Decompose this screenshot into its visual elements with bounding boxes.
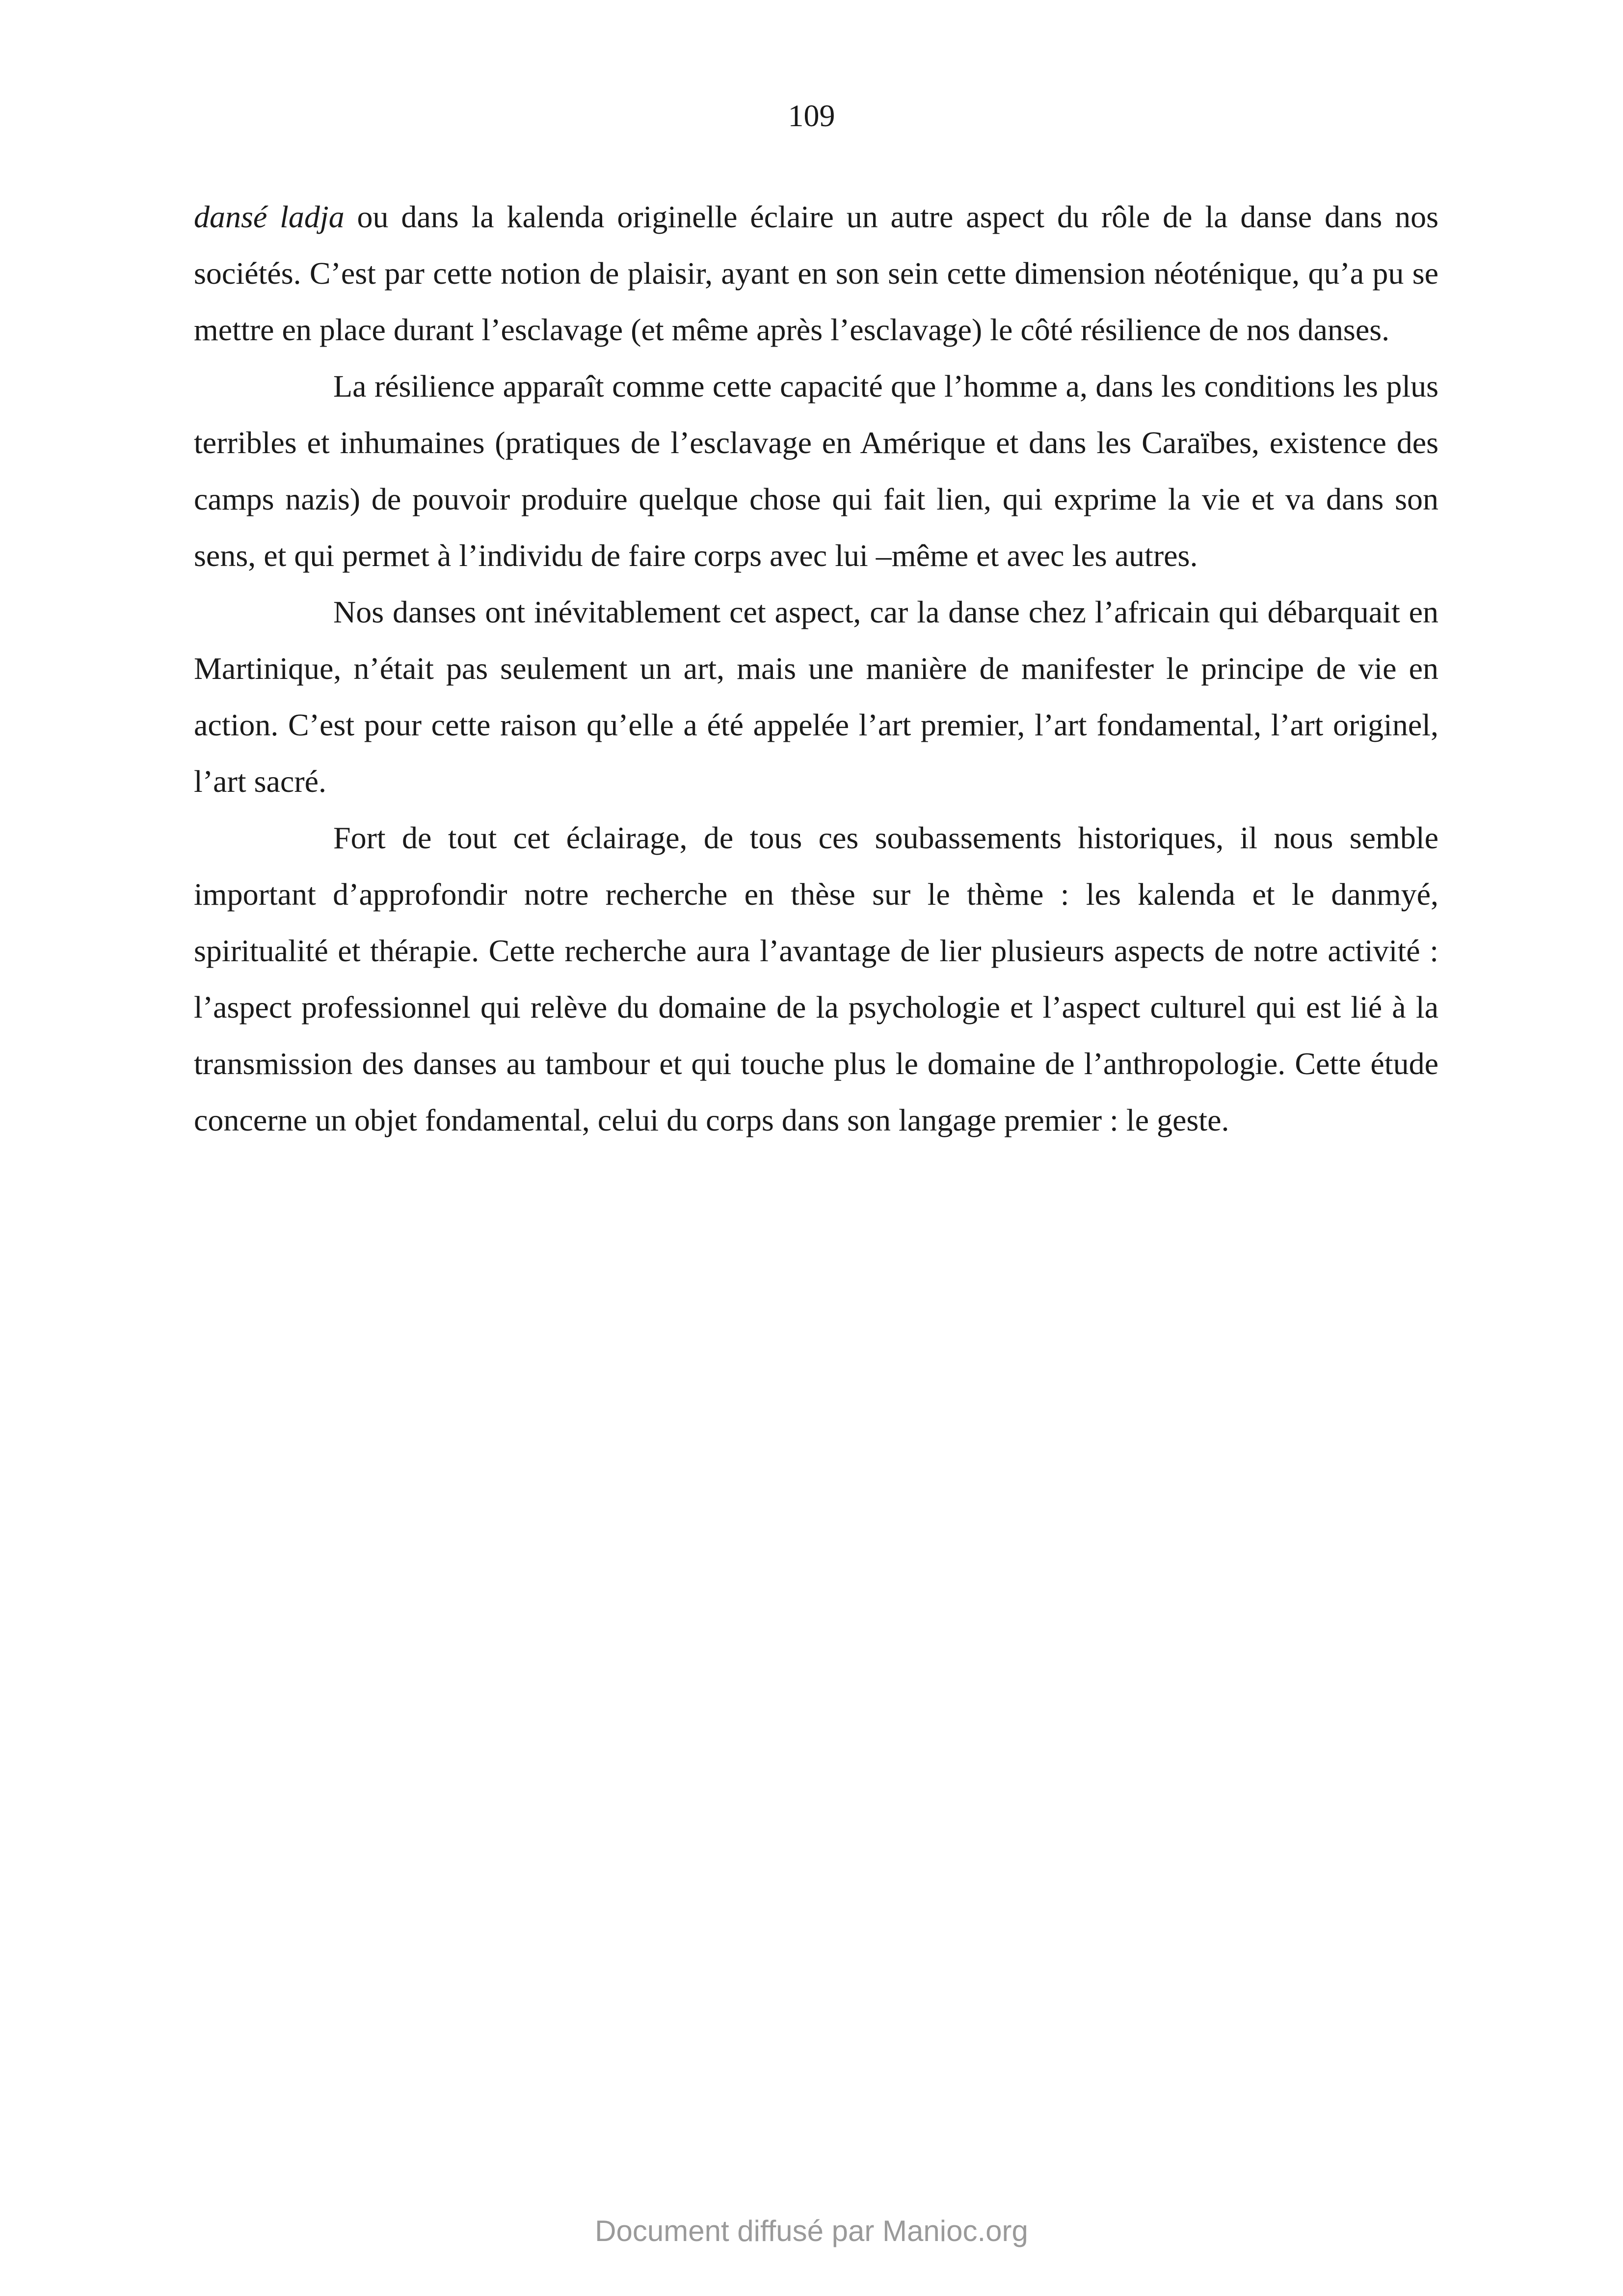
paragraph-1-text: ou dans la kalenda originelle éclaire un autre aspect du rôle de la danse dans nos sociétés. C’est par cette notion de plaisir, ayant en son sein cette dimension néoténique, qu’a pu se mettre en place durant l’esclavage (et même après l’esclavage) le côté résilience de nos danses. (194, 199, 1439, 347)
page-number: 109 (788, 98, 835, 133)
italic-term: dansé ladja (194, 199, 345, 234)
paragraph-1 (194, 189, 1438, 358)
paragraph-2: La résilience apparaît comme cette capacité que l’homme a, dans les conditions les plus terribles et inhumaines (pratiques de l’esclavage en Amérique et dans les Caraïbes, existence des camps nazis) de pouvoir produire quelque chose qui fait lien, qui exprime la vie et va dans son sens, et qui permet à l’individu de faire corps avec lui –même et avec les autres. (194, 369, 1438, 573)
footer-credit: Document diffusé par Manioc.org (595, 2215, 1028, 2247)
paragraph-4: Fort de tout cet éclairage, de tous ces soubassements historiques, il nous semble important d’approfondir notre recherche en thèse sur le thème : les kalenda et le danmyé, spiritualité et thérapie. Cette recherche aura l’avantage de lier plusieurs aspects de notre activité : l’aspect professionnel qui relève du domaine de la psychologie et l’aspect culturel qui est lié à la transmission des danses au tambour et qui touche plus le domaine de l’anthropologie. Cette étude concerne un objet fondamental, celui du corps dans son langage premier : le geste. (194, 820, 1438, 1137)
paragraph-3: Nos danses ont inévitablement cet aspect, car la danse chez l’africain qui débarquait en Martinique, n’était pas seulement un art, mais une manière de manifester le principe de vie en action. C’est pour cette raison qu’elle a été appelée l’art premier, l’art fondamental, l’art originel, l’art sacré. (194, 594, 1438, 799)
body-text (194, 189, 1438, 1148)
